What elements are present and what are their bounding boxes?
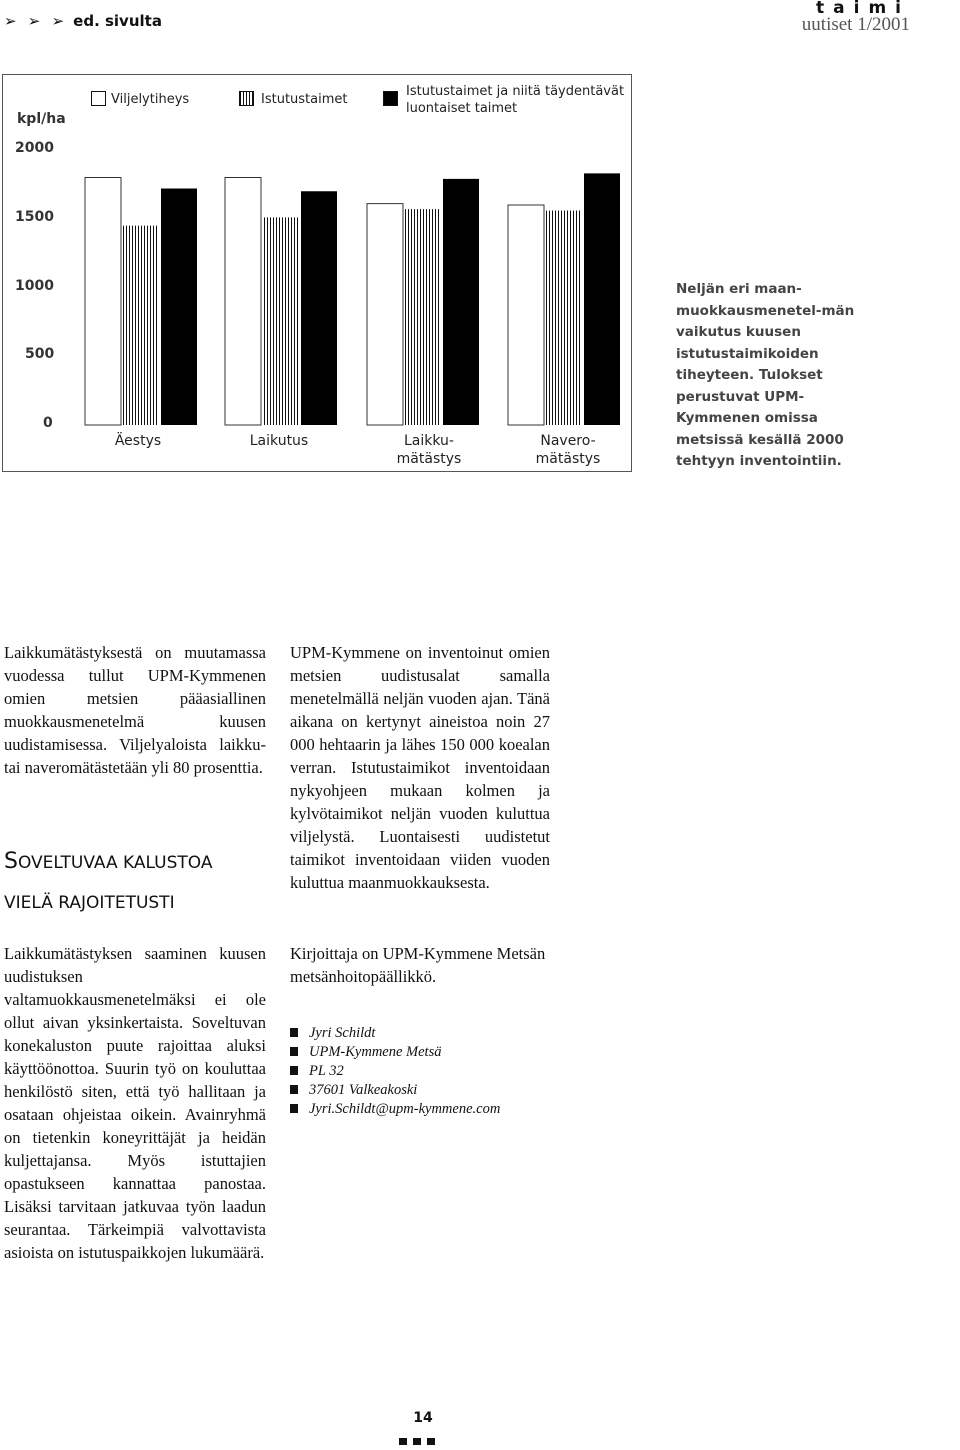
- bar-0-0: [85, 178, 121, 426]
- y-axis-label: kpl/ha: [17, 111, 66, 127]
- bar-chart: [2, 74, 632, 472]
- legend-swatch-white: [91, 91, 106, 106]
- body-paragraph-right: UPM-Kymmene on inventoinut omien metsien uudistusalat samalla menetelmällä neljän vuoden ajan. Tänä aikana on kertynyt aineistoa noin 27 000 hehtaarin ja lähes 150 000 koealan verran. Istutustaimikot inventoidaan nykyohjeen mukaan kolmen ja kylvötaimikot neljän vuoden kuluttua viljelystä. Luontaisesti uudistetut taimikot inventoidaan viiden vuoden kuluttua maanmuokkauksesta.: [290, 643, 550, 892]
- legend-istutustaimet: Istutustaimet: [261, 92, 348, 107]
- heading-line1: OVELTUVAA KALUSTOA: [17, 853, 213, 873]
- continued-from-label: [4, 12, 162, 30]
- bar-0-3: [508, 205, 544, 425]
- body-paragraph-left: Laikkumätästyksen saaminen kuusen uudistuksen valtamuokkausmenetelmäksi ei ole ollut aivan yksinkertaista. Soveltuvan konekaluston puute rajoittaa aluksi käyttöönottoa. Suurin työ on kouluttaa henkilöstö siten, että työ hallitaan ja osataan ohjeistaa oikein. Avainryhmä on tietenkin koneyrittäjät ja heidän kuljettajansa. Myös istuttajien opastukseen kannattaa panostaa. Lisäksi tarvitaan jatkuvaa työn laadun seurantaa. Tärkeimpiä valvottavista asioista on istutuspaikkojen lukumäärä.: [4, 944, 266, 1262]
- bar-2-0: [161, 189, 197, 426]
- category-label: Laikku- mätästys: [396, 433, 462, 467]
- heading-line2: VIELÄ RAJOITETUSTI: [4, 893, 175, 913]
- intro-paragraph: Laikkumätästyksestä on muutamassa vuodessa tullut UPM-Kymmenen omien metsien pääasiallinen muokkausmenetelmä kuusen uudistamisessa. Viljelyaloista laikku- tai naveromätästetään yli 80 prosenttia.: [4, 643, 266, 777]
- category-label: Äestys: [114, 433, 162, 449]
- legend-swatch-black: [383, 91, 398, 106]
- legend-istutustaimet-luontaiset: Istutustaimet ja niitä täydentävät luontaiset taimet: [406, 84, 625, 116]
- square-bullet-icon: [290, 1028, 298, 1037]
- bar-1-0: [123, 226, 159, 425]
- y-tick-label: 1000: [15, 277, 54, 294]
- signature-city: 37601 Valkeakoski: [290, 1081, 500, 1100]
- legend-swatch-striped: [239, 91, 254, 106]
- page-number: 14: [413, 1410, 433, 1426]
- y-tick-label: 1500: [15, 208, 54, 225]
- bar-1-1: [263, 217, 299, 425]
- author-signature: [290, 1024, 500, 1119]
- square-bullet-icon: [290, 1047, 298, 1056]
- bar-0-2: [367, 204, 403, 425]
- category-label: Navero- mätästys: [535, 433, 601, 467]
- bar-2-3: [584, 173, 620, 425]
- legend-viljelytiheys: Viljelytiheys: [111, 92, 190, 107]
- chart-caption: Neljän eri maan-muokkausmenetel-män vaikutus kuusen istutustaimikoiden tiheyteen. Tulokset perustuvat UPM-Kymmenen omissa metsissä kesällä 2000 tehtyyn inventointiin.: [676, 281, 855, 469]
- category-label: Laikutus: [249, 433, 309, 449]
- bar-0-1: [225, 178, 261, 426]
- bar-1-3: [546, 211, 582, 426]
- author-note: Kirjoittaja on UPM-Kymmene Metsän metsänhoitopäällikkö.: [290, 944, 546, 986]
- signature-company: UPM-Kymmene Metsä: [290, 1043, 500, 1062]
- signature-pobox: PL 32: [290, 1062, 500, 1081]
- y-tick-label: 0: [43, 415, 53, 431]
- page-dots-decoration: [399, 1432, 441, 1450]
- heading-initial: S: [4, 849, 18, 874]
- y-tick-label: 500: [25, 346, 55, 363]
- issue-label: uutiset 1/2001: [801, 14, 910, 35]
- square-bullet-icon: [290, 1066, 298, 1075]
- square-bullet-icon: [290, 1085, 298, 1094]
- bar-2-2: [443, 179, 479, 425]
- bar-1-2: [405, 209, 441, 425]
- continued-text: ed. sivulta: [73, 12, 162, 30]
- bar-2-1: [301, 191, 337, 425]
- arrow-icons: ➢ ➢ ➢: [4, 12, 68, 30]
- signature-email: Jyri.Schildt@upm-kymmene.com: [290, 1100, 500, 1119]
- chart-canvas: [3, 75, 631, 471]
- square-bullet-icon: [290, 1104, 298, 1113]
- signature-name: Jyri Schildt: [290, 1024, 500, 1043]
- y-tick-label: 2000: [15, 140, 54, 156]
- publication-brand: taimi: [816, 0, 910, 18]
- section-heading: [4, 842, 274, 923]
